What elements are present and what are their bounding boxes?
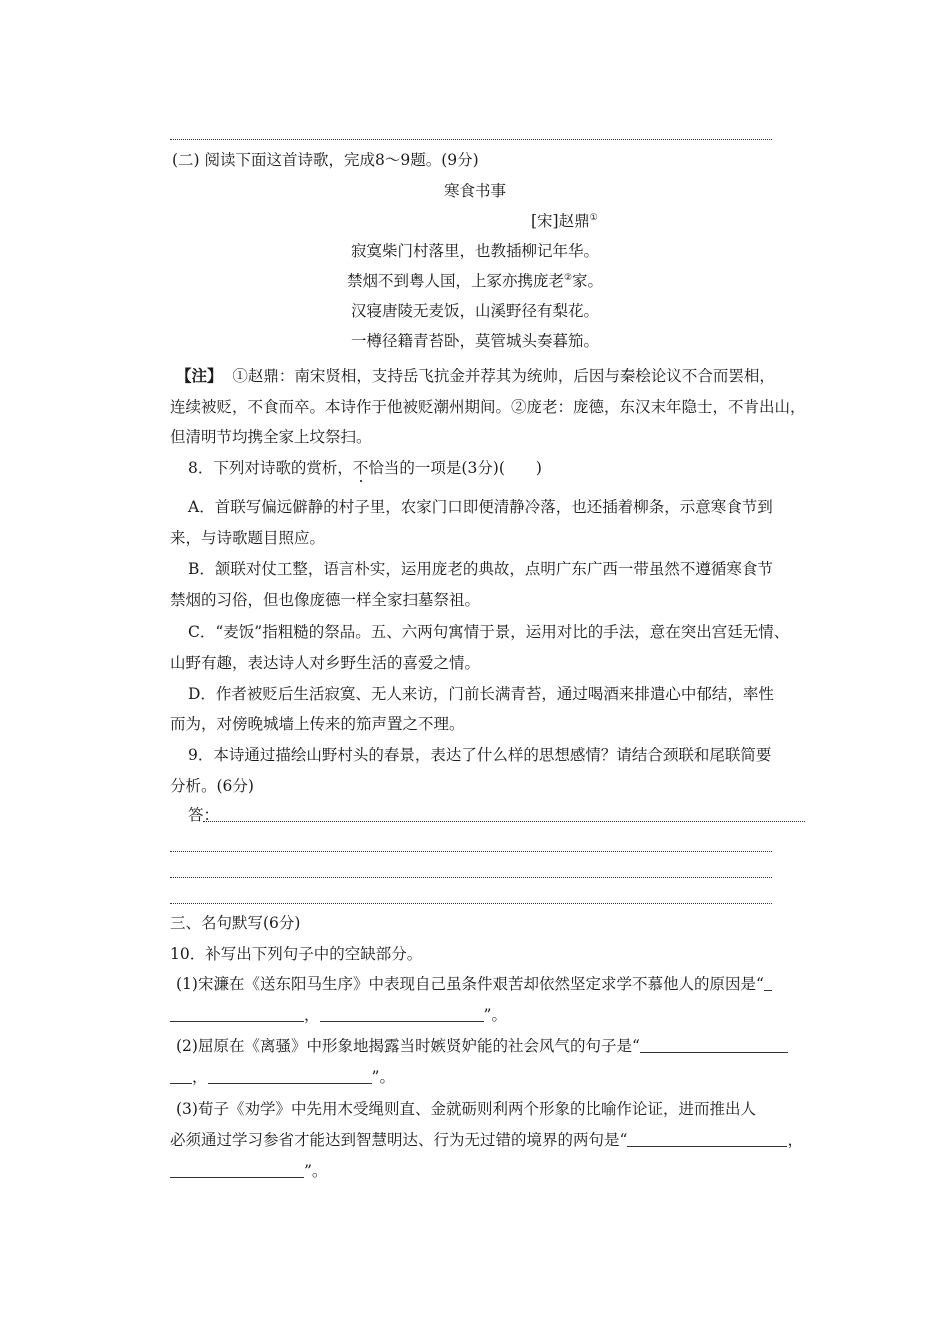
poem-line-1: 寂寞柴门村落里，也教插柳记年华。 bbox=[350, 242, 599, 260]
fill-2-blank-b[interactable] bbox=[208, 1068, 372, 1084]
note-line-2: 连续被贬，不食而卒。本诗作于他被贬潮州期间。②庞老：庞德，东汉末年隐士，不肯出山， bbox=[170, 398, 806, 416]
fill-1-blank-b[interactable] bbox=[320, 1006, 484, 1022]
question-8 bbox=[188, 458, 838, 478]
poem-line-2 bbox=[170, 271, 780, 291]
author-note-mark: ① bbox=[589, 213, 598, 223]
q8-emphasis: 不 bbox=[352, 459, 369, 477]
section-heading: (二) 阅读下面这首诗歌，完成8～9题。(9分) bbox=[172, 151, 479, 169]
fill-3-comma: ， bbox=[787, 1131, 803, 1149]
fill-3-blank-b[interactable] bbox=[170, 1162, 304, 1178]
poem-title: 寒食书事 bbox=[443, 182, 506, 200]
q8-option-c-2: 山野有趣，表达诗人对乡野生活的喜爱之情。 bbox=[170, 654, 481, 672]
q8-option-b-2: 禁烟的习俗，但也像庞德一样全家扫墓祭祖。 bbox=[170, 591, 481, 609]
question-10: 10．补写出下列句子中的空缺部分。 bbox=[170, 945, 423, 963]
poem-line-2-note-mark: ② bbox=[563, 273, 573, 283]
poem-line-3: 汉寝唐陵无麦饭，山溪野径有梨花。 bbox=[350, 302, 599, 320]
q8-option-b-1: B．颔联对仗工整，语言朴实，运用庞老的典故，点明广东广西一带虽然不遵循寒食节 bbox=[188, 560, 773, 578]
q8-text-post: 恰当的一项是(3分)( ) bbox=[368, 459, 542, 477]
fill-3-blank-a[interactable] bbox=[627, 1131, 787, 1147]
q8-text-pre: 8．下列对诗歌的赏析， bbox=[188, 459, 353, 477]
poem-line-2-text: 禁烟不到粤人国，上冢亦携庞老 bbox=[346, 272, 564, 290]
note-label: 【注】 bbox=[176, 366, 223, 385]
answer-line-3[interactable] bbox=[170, 877, 772, 878]
q8-option-d-2: 而为，对傍晚城墙上传来的笳声置之不理。 bbox=[170, 715, 465, 733]
q8-option-d-1: D．作者被贬后生活寂寞、无人来访，门前长满青苔，通过喝酒来排遣心中郁结，率性 bbox=[188, 685, 774, 703]
fill-3-line-2 bbox=[170, 1130, 820, 1150]
answer-line-4[interactable] bbox=[170, 903, 772, 904]
note-line-1 bbox=[176, 366, 826, 386]
author-name: 赵鼎 bbox=[558, 212, 590, 230]
fill-2-line-2 bbox=[170, 1067, 820, 1087]
poem-line-2-tail: 家。 bbox=[572, 272, 604, 290]
q8-option-a-1: A．首联写偏远僻静的村子里，农家门口即便清静冷落，也还插着柳条，示意寒食节到 bbox=[188, 498, 773, 516]
fill-2-blank-a-start[interactable] bbox=[640, 1037, 788, 1053]
q8-option-a-2: 来，与诗歌题目照应。 bbox=[170, 529, 326, 547]
poem-author bbox=[531, 211, 950, 231]
fill-1-blank-a[interactable] bbox=[170, 1006, 304, 1022]
fill-3-close: ”。 bbox=[304, 1162, 328, 1180]
fill-1-line-1 bbox=[176, 974, 826, 994]
fill-3-line-3 bbox=[170, 1161, 820, 1181]
note-line-3: 但清明节均携全家上坟祭扫。 bbox=[170, 428, 372, 446]
fill-2-text: (2)屈原在《离骚》中形象地揭露当时嫉贤妒能的社会风气的句子是“ bbox=[176, 1037, 640, 1055]
author-dynasty: [宋] bbox=[531, 212, 559, 230]
section-3-heading: 三、名句默写(6分) bbox=[170, 914, 301, 932]
answer-label: 答： bbox=[188, 806, 220, 824]
question-9-line-1: 9．本诗通过描绘山野村头的春景，表达了什么样的思想感情？请结合颈联和尾联简要 bbox=[188, 746, 772, 764]
fill-1-comma: ， bbox=[304, 1006, 320, 1024]
note-text-1: ①赵鼎：南宋贤相，支持岳飞抗金并荐其为统帅，后因与秦桧论议不合而罢相， bbox=[232, 367, 775, 385]
q8-option-c-1: C．“麦饭”指粗糙的祭品。五、六两句寓情于景，运用对比的手法，意在突出宫廷无情、 bbox=[188, 623, 790, 641]
fill-2-close: ”。 bbox=[371, 1068, 395, 1086]
answer-line-2[interactable] bbox=[170, 851, 772, 852]
answer-line-1[interactable] bbox=[203, 821, 805, 822]
question-9-line-2: 分析。(6分) bbox=[170, 777, 254, 795]
fill-1-text: (1)宋濂在《送东阳马生序》中表现自己虽条件艰苦却依然坚定求学不慕他人的原因是“ bbox=[176, 975, 764, 993]
fill-1-blank-start[interactable] bbox=[764, 975, 772, 991]
top-divider bbox=[170, 139, 772, 140]
fill-1-line-2 bbox=[170, 1005, 820, 1025]
fill-2-blank-a-end[interactable] bbox=[170, 1068, 192, 1084]
fill-2-comma: ， bbox=[192, 1068, 208, 1086]
fill-2-line-1 bbox=[176, 1036, 826, 1056]
fill-1-close: ”。 bbox=[483, 1006, 507, 1024]
fill-3-text: 必须通过学习参省才能达到智慧明达、行为无过错的境界的两句是“ bbox=[170, 1131, 628, 1149]
poem-line-4: 一樽径籍青苔卧，莫管城头奏暮笳。 bbox=[350, 332, 599, 350]
fill-3-line-1: (3)荀子《劝学》中先用木受绳则直、金就砺则利两个形象的比喻作论证，进而推出人 bbox=[176, 1100, 756, 1118]
